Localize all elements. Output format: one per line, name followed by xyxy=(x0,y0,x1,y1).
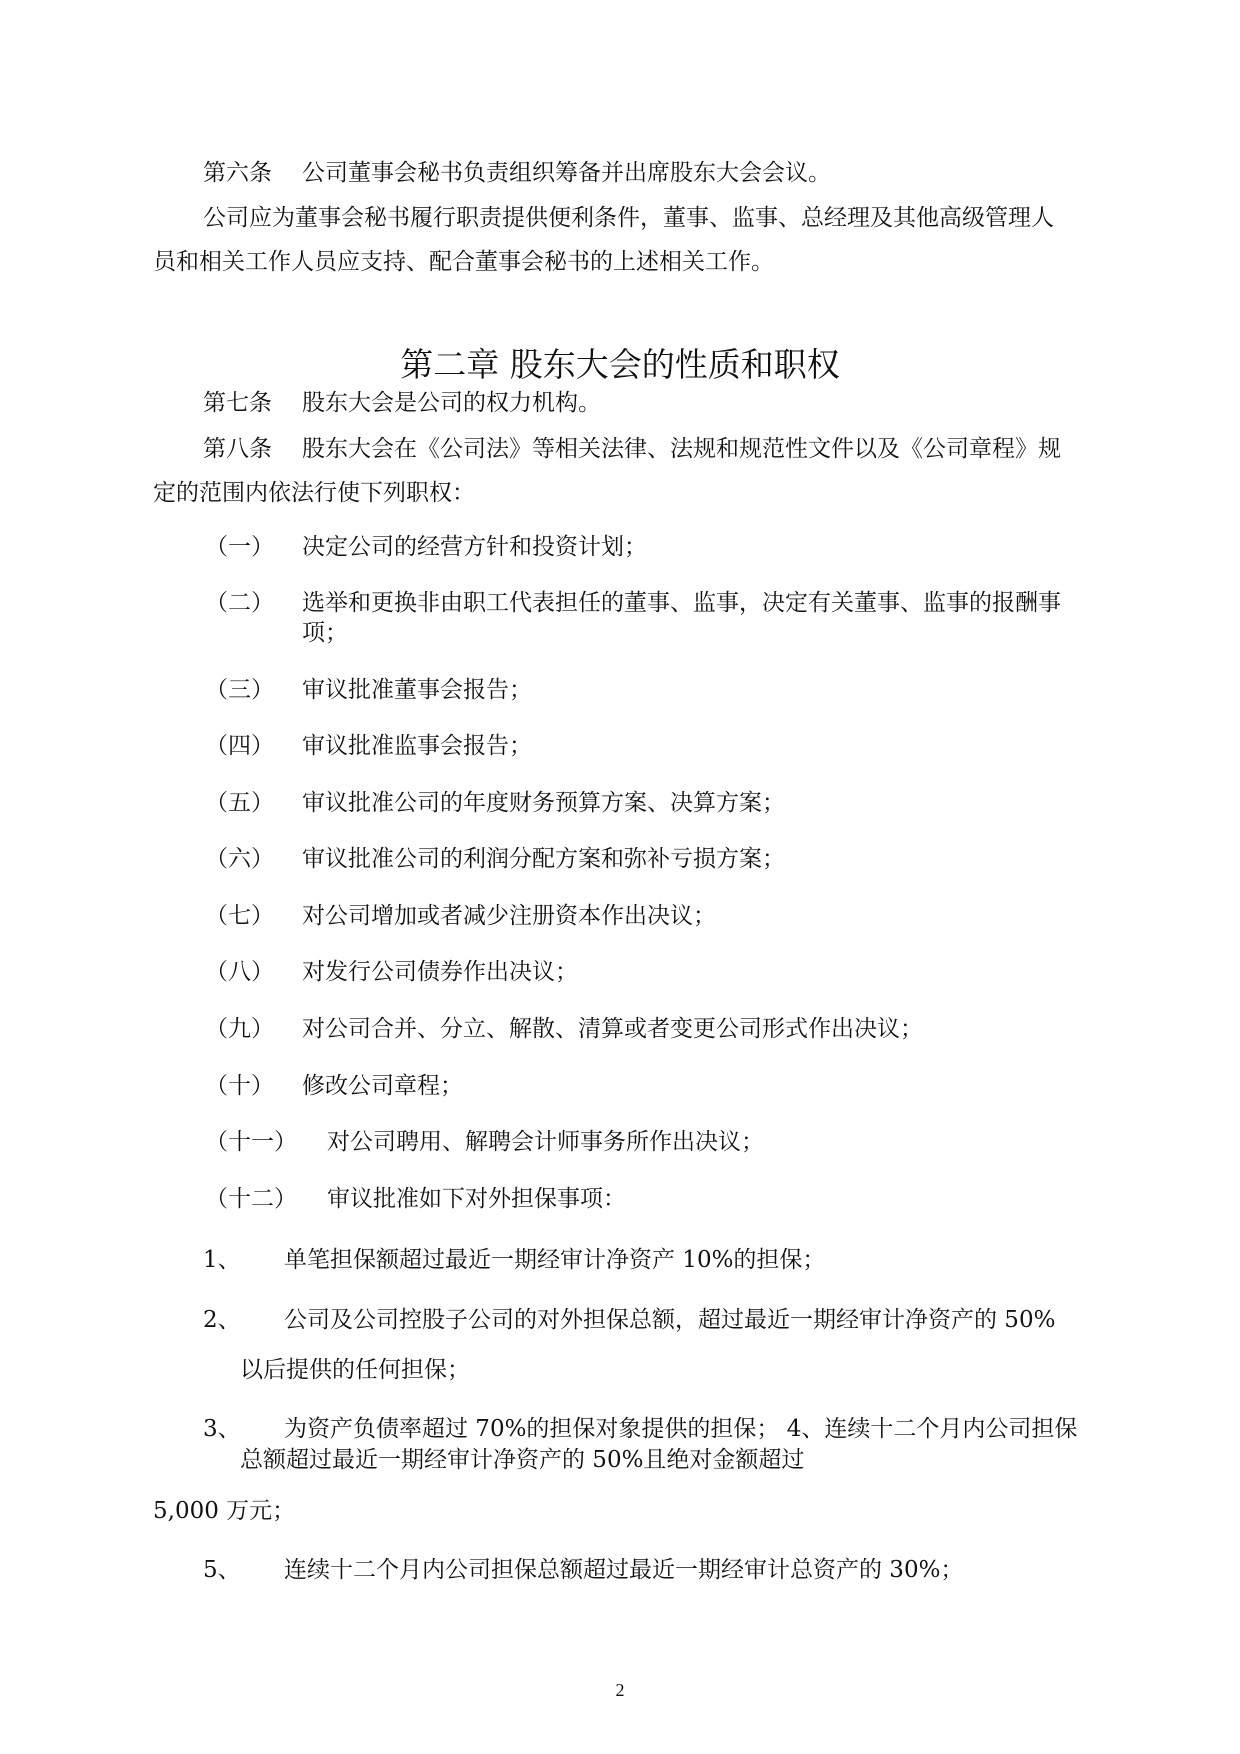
list-item-text: 审议批准公司的年度财务预算方案、决算方案； xyxy=(302,790,785,816)
sub-item-num: 5、 xyxy=(203,1557,241,1583)
list-item-text: 修改公司章程； xyxy=(302,1073,463,1099)
list-item-num: （四） xyxy=(205,733,274,759)
sub-item-num: 2、 xyxy=(203,1307,241,1333)
list-item-num: （十一） xyxy=(205,1129,297,1155)
chapter-title: 第二章 股东大会的性质和职权 xyxy=(400,345,840,384)
article-8-line2: 定的范围内依法行使下列职权： xyxy=(153,480,475,506)
article-6-label: 第六条 xyxy=(203,160,272,186)
list-item-num: （九） xyxy=(205,1016,274,1042)
article-6-text: 公司董事会秘书负责组织筹备并出席股东大会会议。 xyxy=(302,160,831,186)
sub-item-continuation: 总额超过最近一期经审计净资产的 50%且绝对金额超过 xyxy=(240,1447,805,1473)
article-6-para2-line2: 员和相关工作人员应支持、配合董事会秘书的上述相关工作。 xyxy=(153,249,774,275)
sub-item-continuation: 以后提供的任何担保； xyxy=(240,1357,470,1383)
list-item-text: 审议批准公司的利润分配方案和弥补亏损方案； xyxy=(302,846,785,872)
article-6-para2-line1: 公司应为董事会秘书履行职责提供便利条件，董事、监事、总经理及其他高级管理人 xyxy=(203,205,1054,231)
sub-item-continuation-2: 5,000 万元； xyxy=(153,1498,296,1524)
list-item-num: （八） xyxy=(205,959,274,985)
sub-item-text: 公司及公司控股子公司的对外担保总额，超过最近一期经审计净资产的 50% xyxy=(284,1307,1056,1333)
article-7-text: 股东大会是公司的权力机构。 xyxy=(302,390,601,416)
list-item-text: 审议批准如下对外担保事项： xyxy=(327,1186,626,1212)
list-item-text: 对公司聘用、解聘会计师事务所作出决议； xyxy=(327,1129,764,1155)
sub-item-num: 1、 xyxy=(203,1247,241,1273)
article-8-label: 第八条 xyxy=(203,436,272,462)
article-8-line1: 股东大会在《公司法》等相关法律、法规和规范性文件以及《公司章程》规 xyxy=(302,436,1061,462)
list-item-text: 审议批准董事会报告； xyxy=(302,677,532,703)
list-item-num: （十二） xyxy=(205,1186,297,1212)
list-item-text: 决定公司的经营方针和投资计划； xyxy=(302,534,647,560)
list-item-num: （五） xyxy=(205,790,274,816)
sub-item-text: 为资产负债率超过 70%的担保对象提供的担保； 4、连续十二个月内公司担保 xyxy=(284,1416,1078,1442)
list-item-num: （三） xyxy=(205,677,274,703)
list-item-num: （七） xyxy=(205,903,274,929)
list-item-num: （十） xyxy=(205,1073,274,1099)
sub-item-text: 连续十二个月内公司担保总额超过最近一期经审计总资产的 30%； xyxy=(284,1557,964,1583)
list-item-text: 对公司增加或者减少注册资本作出决议； xyxy=(302,903,716,929)
list-item-text: 选举和更换非由职工代表担任的董事、监事，决定有关董事、监事的报酬事 xyxy=(302,590,1061,616)
sub-item-num: 3、 xyxy=(203,1416,241,1442)
list-item-text: 审议批准监事会报告； xyxy=(302,733,532,759)
article-7-label: 第七条 xyxy=(203,390,272,416)
page-number: 2 xyxy=(615,1680,625,1700)
list-item-text: 对公司合并、分立、解散、清算或者变更公司形式作出决议； xyxy=(302,1016,923,1042)
list-item-continuation: 项； xyxy=(302,620,348,646)
list-item-text: 对发行公司债券作出决议； xyxy=(302,959,578,985)
sub-item-text: 单笔担保额超过最近一期经审计净资产 10%的担保； xyxy=(284,1247,826,1273)
list-item-num: （一） xyxy=(205,534,274,560)
list-item-num: （二） xyxy=(205,590,274,616)
list-item-num: （六） xyxy=(205,846,274,872)
